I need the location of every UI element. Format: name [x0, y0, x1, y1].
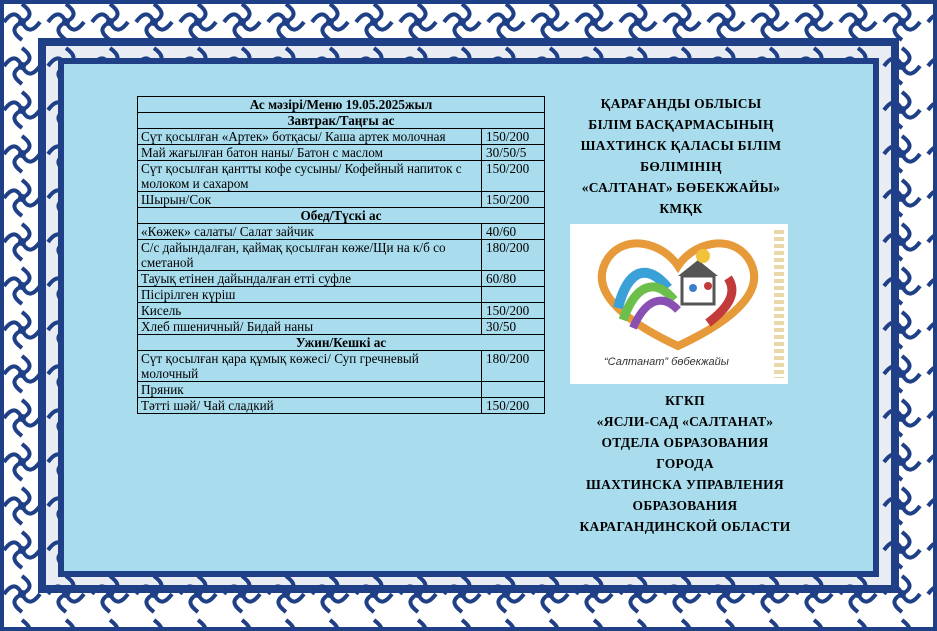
org-ru-line: КГКП: [665, 393, 705, 408]
heart-logo-graphic: [578, 228, 778, 358]
table-row: [138, 161, 545, 192]
table-row: [138, 319, 545, 335]
dish-amount: 40/60: [482, 224, 545, 240]
table-row: [138, 351, 545, 382]
org-kz-line: ШАХТИНСК ҚАЛАСЫ БІЛІМ: [580, 138, 782, 153]
table-row: [138, 129, 545, 145]
dish-name: «Көжек» салаты/ Салат зайчик: [138, 224, 482, 240]
org-kz-line: ҚАРАҒАНДЫ ОБЛЫСЫ: [600, 96, 762, 111]
dish-amount: 30/50: [482, 319, 545, 335]
table-row: [138, 287, 545, 303]
logo-caption: “Салтанат” бөбекжайы: [604, 356, 729, 368]
dish-amount: 150/200: [482, 303, 545, 319]
dish-name: Сүт қосылған «Артек» ботқасы/ Каша артек молочная: [138, 129, 482, 145]
organization-name-ru: [560, 390, 810, 537]
dish-name: С/с дайындалған, қаймақ қосылған көже/Щи на к/б со сметаной: [138, 240, 482, 271]
org-ru-line: «ЯСЛИ-САД «САЛТАНАТ»: [596, 414, 774, 429]
dish-amount: 150/200: [482, 129, 545, 145]
dish-name: Кисель: [138, 303, 482, 319]
org-ru-line: ОТДЕЛА ОБРАЗОВАНИЯ: [601, 435, 769, 450]
table-row: [138, 382, 545, 398]
dish-name: Пряник: [138, 382, 482, 398]
table-row: [138, 398, 545, 414]
dish-name: Пісірілген күріш: [138, 287, 482, 303]
table-row: [138, 192, 545, 208]
org-ru-line: ГОРОДА: [656, 456, 714, 471]
dish-amount: 60/80: [482, 271, 545, 287]
organization-name-kz: [565, 93, 797, 219]
org-kz-line: КМҚК: [659, 201, 703, 216]
kindergarten-logo: [570, 224, 788, 384]
dish-amount: 180/200: [482, 240, 545, 271]
dish-name: Тәтті шәй/ Чай сладкий: [138, 398, 482, 414]
dish-name: Шырын/Сок: [138, 192, 482, 208]
dish-name: Хлеб пшеничный/ Бидай наны: [138, 319, 482, 335]
section-heading-dinner: Ужин/Кешкі ас: [138, 335, 545, 351]
dish-name: Тауық етінен дайындалған етті суфле: [138, 271, 482, 287]
table-row: [138, 303, 545, 319]
org-ru-line: ОБРАЗОВАНИЯ: [632, 498, 738, 513]
dish-amount: 150/200: [482, 161, 545, 192]
org-kz-line: БӨЛІМІНІҢ: [640, 159, 722, 174]
dish-amount: 30/50/5: [482, 145, 545, 161]
table-row: [138, 240, 545, 271]
dish-name: Май жағылған батон наны/ Батон с маслом: [138, 145, 482, 161]
menu-title: Ас мәзірі/Меню 19.05.2025жыл: [138, 97, 545, 113]
decorative-strip: [774, 230, 784, 378]
table-row: [138, 271, 545, 287]
dish-amount: 150/200: [482, 398, 545, 414]
org-ru-line: ШАХТИНСКА УПРАВЛЕНИЯ: [586, 477, 784, 492]
org-kz-line: БІЛІМ БАСҚАРМАСЫНЫҢ: [588, 117, 774, 132]
table-row: [138, 224, 545, 240]
dish-amount: 180/200: [482, 351, 545, 382]
section-heading-breakfast: Завтрак/Таңғы ас: [138, 113, 545, 129]
dish-amount: [482, 287, 545, 303]
org-kz-line: «САЛТАНАТ» БӨБЕКЖАЙЫ»: [581, 180, 781, 195]
dish-amount: [482, 382, 545, 398]
org-ru-line: КАРАГАНДИНСКОЙ ОБЛАСТИ: [579, 519, 791, 534]
table-row: [138, 145, 545, 161]
dish-amount: 150/200: [482, 192, 545, 208]
dish-name: Сүт қосылған қара құмық көжесі/ Суп гречневый молочный: [138, 351, 482, 382]
dish-name: Сүт қосылған қантты кофе сусыны/ Кофейный напиток с молоком и сахаром: [138, 161, 482, 192]
menu-table: [137, 96, 545, 414]
section-heading-lunch: Обед/Түскі ас: [138, 208, 545, 224]
